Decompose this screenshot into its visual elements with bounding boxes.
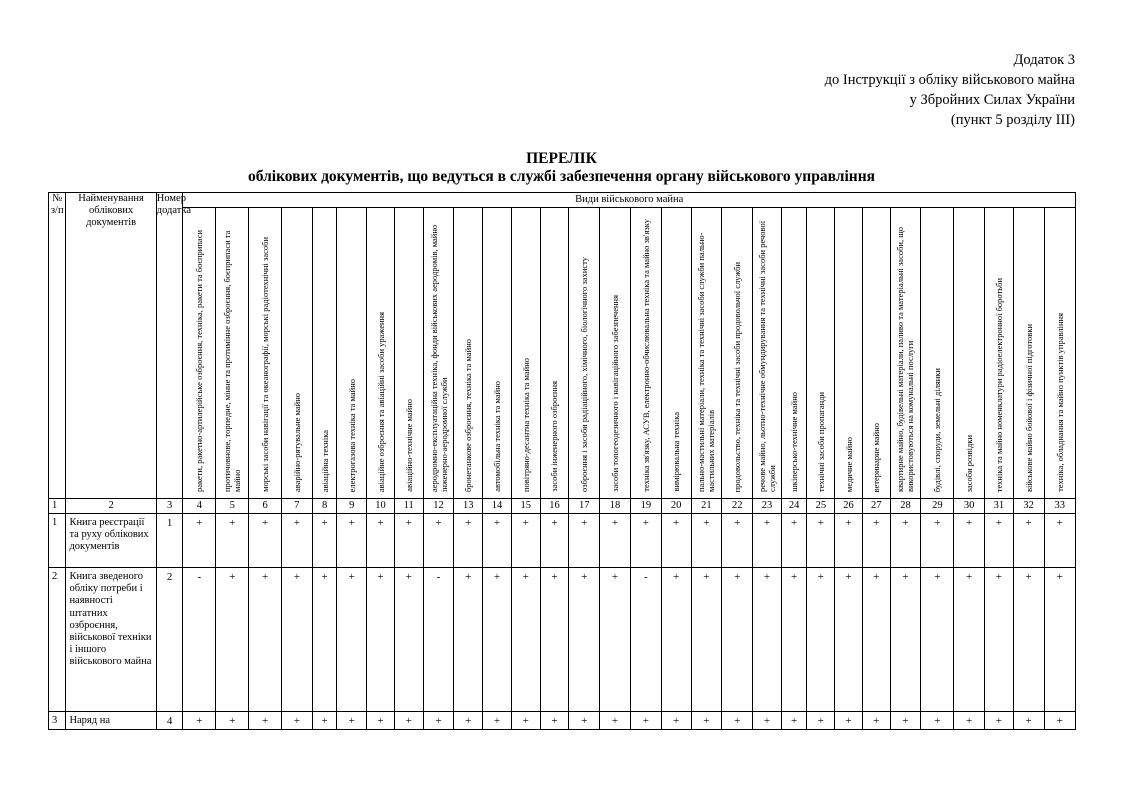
applicability-mark: + [540, 514, 569, 568]
applicability-mark: + [807, 568, 835, 712]
category-label: засоби топогеодезичного і навігаційного забезпечення [610, 295, 621, 492]
applicability-mark: + [337, 712, 367, 730]
header-category [337, 208, 367, 499]
applicability-mark: + [921, 712, 954, 730]
table-row [49, 568, 1076, 712]
applicability-mark: + [249, 712, 282, 730]
header-category [954, 208, 985, 499]
applicability-mark: + [807, 712, 835, 730]
applicability-mark: + [862, 712, 890, 730]
category-label: продовольство, техніка та технічні засоби продовольчої служби [732, 261, 743, 492]
applicability-mark: + [921, 514, 954, 568]
applicability-mark: + [835, 712, 863, 730]
column-number: 30 [954, 499, 985, 514]
applicability-mark: + [753, 712, 782, 730]
applicability-mark: + [661, 514, 691, 568]
applicability-mark: + [569, 514, 600, 568]
appendix-line-2: до Інструкції з обліку військового майна [824, 72, 1075, 88]
category-label: медичне майно [843, 436, 854, 492]
applicability-mark: + [862, 514, 890, 568]
header-category [394, 208, 423, 499]
applicability-mark: + [954, 514, 985, 568]
row-number: 3 [49, 712, 66, 730]
document-name: Книга реєстрації та руху облікових документів [66, 514, 156, 568]
header-category [890, 208, 921, 499]
header-category [600, 208, 631, 499]
table-row [49, 514, 1076, 568]
row-number: 1 [49, 514, 66, 568]
header-category [367, 208, 395, 499]
applicability-mark: + [781, 712, 807, 730]
applicability-mark: + [540, 568, 569, 712]
header-category [1044, 208, 1075, 499]
applicability-mark: + [985, 712, 1014, 730]
applicability-mark: - [630, 568, 661, 712]
column-number: 14 [483, 499, 512, 514]
appendix-number: 4 [156, 712, 183, 730]
header-category [781, 208, 807, 499]
header-no: № з/п [49, 193, 66, 499]
column-number: 4 [183, 499, 216, 514]
column-number: 1 [49, 499, 66, 514]
table-row [49, 712, 1076, 730]
header-category [862, 208, 890, 499]
appendix-line-4: (пункт 5 розділу III) [950, 112, 1075, 128]
applicability-mark: + [722, 712, 753, 730]
applicability-mark: + [281, 568, 312, 712]
category-label: техніка та майно номенклатури радіоелектронної боротьби [993, 277, 1004, 492]
applicability-mark: + [312, 712, 337, 730]
applicability-mark: + [1044, 514, 1075, 568]
category-label: засоби інженерного озброєння [549, 381, 560, 492]
column-number: 25 [807, 499, 835, 514]
applicability-mark: + [722, 514, 753, 568]
applicability-mark: + [890, 712, 921, 730]
applicability-mark: + [337, 568, 367, 712]
header-category [454, 208, 483, 499]
column-number: 21 [691, 499, 722, 514]
header-category [216, 208, 249, 499]
applicability-mark: + [985, 568, 1014, 712]
applicability-mark: + [281, 712, 312, 730]
header-category [249, 208, 282, 499]
category-label: речове майно, льотно-технічне обмундирування та технічні засоби речової служби [756, 220, 777, 492]
header-category [722, 208, 753, 499]
applicability-mark: + [511, 568, 540, 712]
applicability-mark: + [423, 712, 454, 730]
applicability-mark: + [781, 514, 807, 568]
category-label: морські засоби навігації та океанографії, морські радіотехнічні засоби [260, 237, 271, 492]
column-number: 8 [312, 499, 337, 514]
header-category [569, 208, 600, 499]
applicability-mark: + [367, 568, 395, 712]
header-category [483, 208, 512, 499]
applicability-mark: + [312, 568, 337, 712]
category-label: пально-мастильні матеріали, техніка та технічні засоби служби пально-мастильних матеріалів [696, 232, 717, 492]
category-label: вимірювальна техніка [671, 412, 682, 492]
header-category [835, 208, 863, 499]
applicability-mark: + [835, 568, 863, 712]
header-category [985, 208, 1014, 499]
header-property-types: Види військового майна [183, 193, 1076, 208]
applicability-mark: + [216, 514, 249, 568]
column-number: 13 [454, 499, 483, 514]
applicability-mark: + [921, 568, 954, 712]
column-number: 33 [1044, 499, 1075, 514]
row-number: 2 [49, 568, 66, 712]
title-line-1: ПЕРЕЛІК [526, 150, 597, 167]
category-label: аеродромно-експлуатаційна техніка, фонди військових аеродромів, майно інженерно-аеродромної служби [428, 224, 449, 492]
column-number: 23 [753, 499, 782, 514]
category-label: ветеринарне майно [871, 422, 882, 492]
applicability-mark: + [1044, 712, 1075, 730]
applicability-mark: + [630, 712, 661, 730]
applicability-mark: + [753, 568, 782, 712]
header-category [691, 208, 722, 499]
header-category [540, 208, 569, 499]
header-appendix: Номер додатка [156, 193, 183, 499]
category-label: квартирне майно, будівельні матеріали, паливо та матеріальні засоби, що використовуються на комунальні послуги [895, 226, 916, 492]
applicability-mark: + [367, 712, 395, 730]
applicability-mark: + [312, 514, 337, 568]
applicability-mark: + [691, 712, 722, 730]
header-name: Найменування облікових документів [66, 193, 156, 499]
applicability-mark: + [483, 568, 512, 712]
column-number: 11 [394, 499, 423, 514]
applicability-mark: + [454, 514, 483, 568]
category-label: авіаційно-технічне майно [403, 399, 414, 492]
applicability-mark: + [600, 514, 631, 568]
category-label: автомобільна техніка та майно [492, 381, 502, 492]
column-number: 27 [862, 499, 890, 514]
applicability-mark: + [569, 568, 600, 712]
header-category [807, 208, 835, 499]
applicability-mark: + [367, 514, 395, 568]
applicability-mark: + [216, 712, 249, 730]
applicability-mark: + [985, 514, 1014, 568]
applicability-mark: + [835, 514, 863, 568]
applicability-mark: + [600, 568, 631, 712]
header-category [921, 208, 954, 499]
column-number: 19 [630, 499, 661, 514]
category-label: техніка, обладнання та майно пунктів управління [1054, 313, 1065, 492]
applicability-mark: + [600, 712, 631, 730]
header-category [312, 208, 337, 499]
column-number: 2 [66, 499, 156, 514]
applicability-mark: + [954, 712, 985, 730]
category-label: аварійно-рятувальне майно [291, 392, 302, 492]
document-name: Наряд на [66, 712, 156, 730]
category-label: засоби розвідки [964, 434, 975, 492]
appendix-number: 2 [156, 568, 183, 712]
documents-table [48, 192, 1076, 730]
document-name: Книга зведеного обліку потреби і наявності штатних озброєння, військової техніки і іншого військового майна [66, 568, 156, 712]
title-line-2: облікових документів, що ведуться в службі забезпечення органу військового управління [247, 168, 876, 185]
applicability-mark: + [691, 514, 722, 568]
applicability-mark: + [454, 712, 483, 730]
column-number: 24 [781, 499, 807, 514]
applicability-mark: + [1013, 712, 1044, 730]
applicability-mark: + [890, 568, 921, 712]
document-title [0, 150, 1123, 186]
applicability-mark: + [890, 514, 921, 568]
applicability-mark: + [454, 568, 483, 712]
appendix-number: 1 [156, 514, 183, 568]
category-label: військове майно бойової і фізичної підготовки [1023, 323, 1034, 492]
category-label: електрогазова техніка та майно [346, 378, 357, 492]
column-number: 7 [281, 499, 312, 514]
applicability-mark: + [691, 568, 722, 712]
applicability-mark: + [753, 514, 782, 568]
applicability-mark: + [511, 712, 540, 730]
category-label: авіаційне озброєння та авіаційні засоби ураження [375, 311, 386, 492]
column-number: 9 [337, 499, 367, 514]
column-number: 16 [540, 499, 569, 514]
column-number: 20 [661, 499, 691, 514]
applicability-mark: + [249, 514, 282, 568]
appendix-line-3: у Збройних Силах України [909, 92, 1075, 108]
column-number: 17 [569, 499, 600, 514]
category-label: авіаційна техніка [319, 429, 330, 492]
applicability-mark: + [183, 712, 216, 730]
applicability-mark: + [281, 514, 312, 568]
column-number: 22 [722, 499, 753, 514]
header-category [183, 208, 216, 499]
category-label: повітряно-десантна техніка та майно [520, 357, 531, 492]
column-number: 28 [890, 499, 921, 514]
applicability-mark: + [216, 568, 249, 712]
category-label: техніка зв'язку, АСУВ, електронно-обчислювальна техніка та майно зв'язку [640, 219, 651, 492]
applicability-mark: + [394, 568, 423, 712]
applicability-mark: + [781, 568, 807, 712]
header-category [511, 208, 540, 499]
applicability-mark: - [183, 568, 216, 712]
appendix-line-1: Додаток 3 [1013, 52, 1075, 68]
category-label: шкіперсько-технічне майно [789, 392, 800, 492]
header-category [630, 208, 661, 499]
column-number: 5 [216, 499, 249, 514]
applicability-mark: + [862, 568, 890, 712]
header-category [1013, 208, 1044, 499]
column-number: 18 [600, 499, 631, 514]
column-number: 3 [156, 499, 183, 514]
applicability-mark: + [954, 568, 985, 712]
applicability-mark: + [483, 514, 512, 568]
applicability-mark: + [661, 712, 691, 730]
category-label: протичовнове, торпедне, мінне та протимінне озброєння, боєприпаси та майно [222, 230, 243, 492]
applicability-mark: + [423, 514, 454, 568]
applicability-mark: + [511, 514, 540, 568]
column-number: 26 [835, 499, 863, 514]
applicability-mark: + [483, 712, 512, 730]
column-number: 31 [985, 499, 1014, 514]
applicability-mark: + [337, 514, 367, 568]
applicability-mark: + [722, 568, 753, 712]
applicability-mark: + [630, 514, 661, 568]
header-category [281, 208, 312, 499]
applicability-mark: + [540, 712, 569, 730]
column-number: 10 [367, 499, 395, 514]
category-label: будівлі, споруди, земельні ділянки [932, 367, 943, 492]
category-label: ракети, ракетно-артилерійське озброєння, техніка, ракети та боєприпаси [194, 229, 205, 492]
category-label: бронетанкове озброєння, техніка та майно [463, 338, 474, 492]
header-category [423, 208, 454, 499]
appendix-note [825, 50, 1075, 130]
applicability-mark: + [1013, 568, 1044, 712]
header-category [753, 208, 782, 499]
applicability-mark: + [569, 712, 600, 730]
category-label: технічні засоби пропаганди [815, 391, 826, 492]
category-label: озброєння і засоби радіаційного, хімічного, біологічного захисту [579, 256, 590, 492]
applicability-mark: + [394, 514, 423, 568]
applicability-mark: + [249, 568, 282, 712]
column-number: 15 [511, 499, 540, 514]
column-number: 12 [423, 499, 454, 514]
applicability-mark: - [423, 568, 454, 712]
header-category [661, 208, 691, 499]
applicability-mark: + [183, 514, 216, 568]
applicability-mark: + [1013, 514, 1044, 568]
applicability-mark: + [1044, 568, 1075, 712]
column-number: 32 [1013, 499, 1044, 514]
applicability-mark: + [807, 514, 835, 568]
column-number: 6 [249, 499, 282, 514]
applicability-mark: + [394, 712, 423, 730]
column-number: 29 [921, 499, 954, 514]
applicability-mark: + [661, 568, 691, 712]
